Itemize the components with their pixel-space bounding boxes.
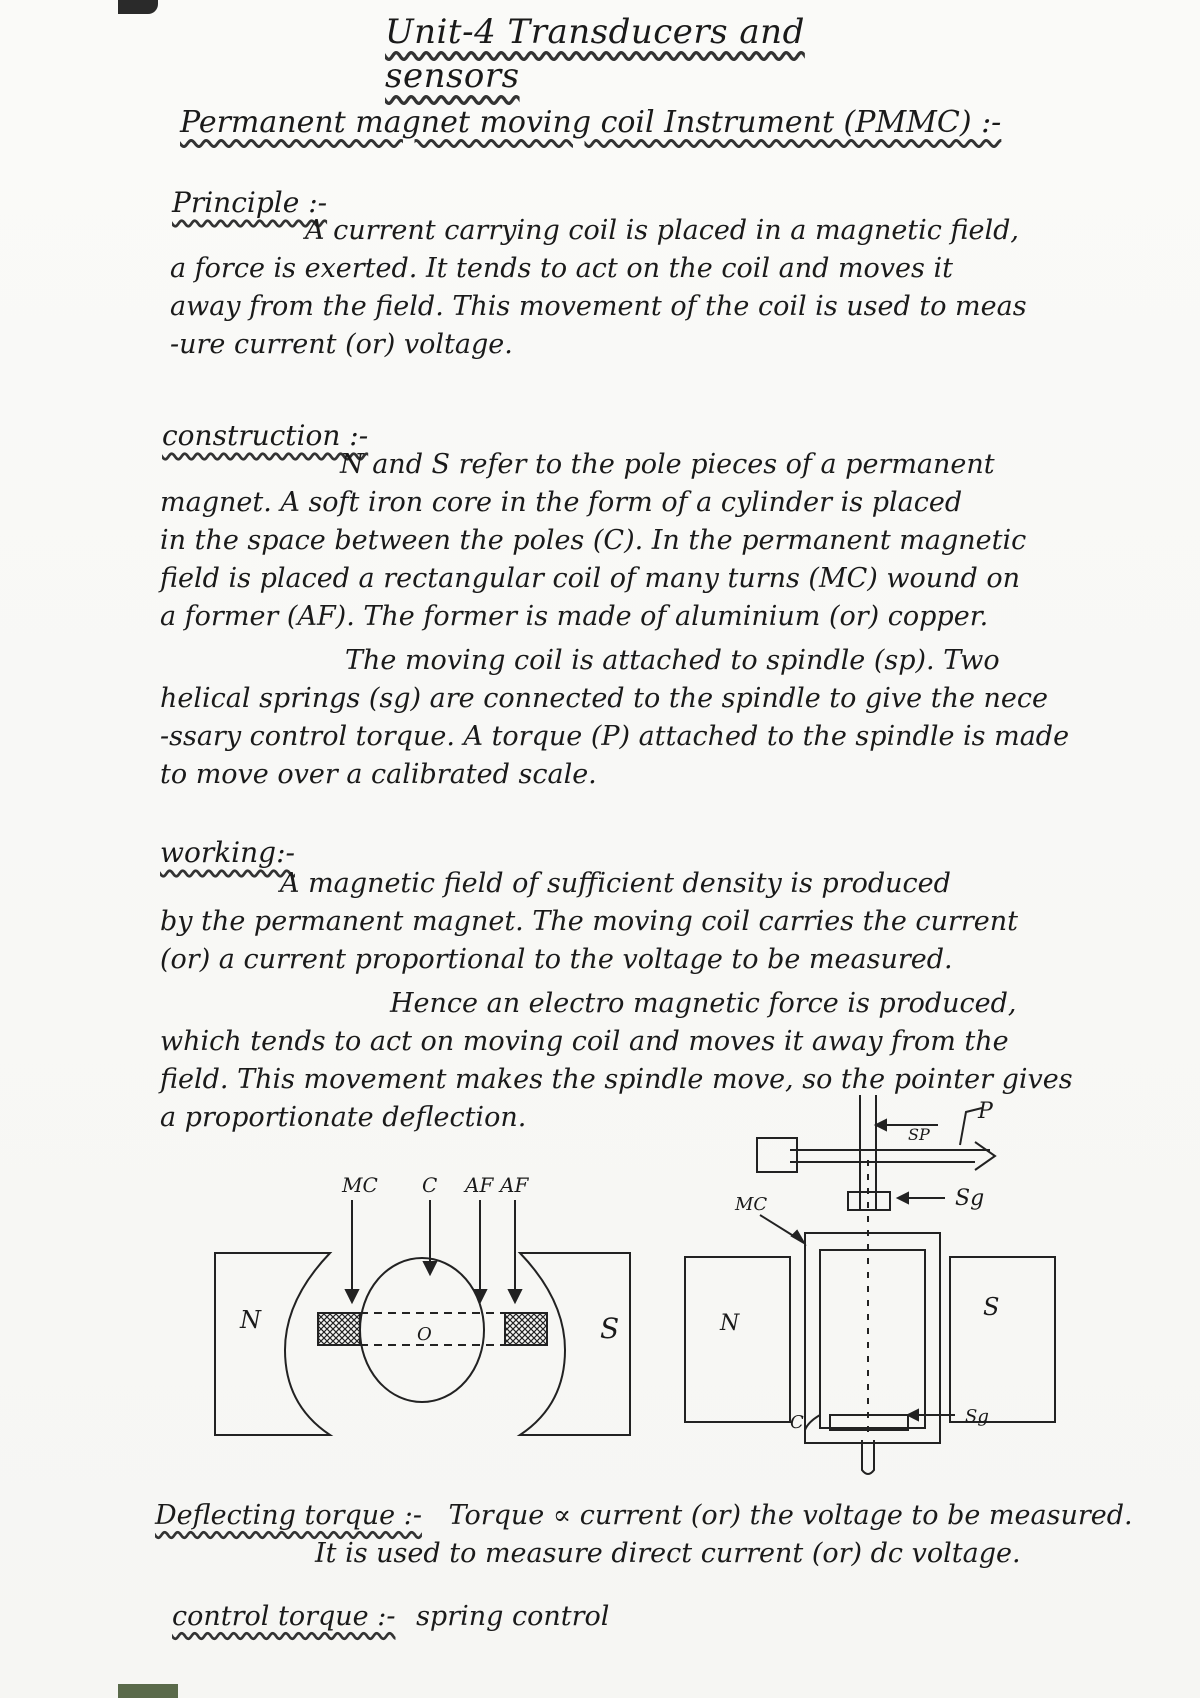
deflecting-label: Deflecting torque :- bbox=[155, 1500, 422, 1531]
construction-heading: construction :- bbox=[162, 419, 369, 452]
south-magnet bbox=[950, 1257, 1055, 1422]
construction-line: to move over a calibrated scale. bbox=[160, 759, 597, 790]
north-magnet bbox=[685, 1257, 790, 1422]
construction-line: magnet. A soft iron core in the form of a cylinder is placed bbox=[160, 487, 963, 518]
north-pole-piece bbox=[215, 1253, 330, 1435]
working-line: which tends to act on moving coil and moves it away from the bbox=[160, 1026, 1009, 1057]
pointer-tip bbox=[975, 1142, 995, 1170]
front-view-diagram bbox=[685, 1095, 1055, 1474]
working-line: (or) a current proportional to the voltage to be measured. bbox=[160, 944, 953, 975]
working-line: Hence an electro magnetic force is produced, bbox=[390, 988, 1017, 1019]
label-c-left: C bbox=[422, 1173, 438, 1197]
label-core-left: O bbox=[417, 1324, 432, 1345]
principle-line: a force is exerted. It tends to act on the coil and moves it bbox=[170, 253, 953, 284]
moving-coil-inner bbox=[820, 1250, 925, 1428]
label-c-right: C bbox=[790, 1412, 804, 1433]
working-line: by the permanent magnet. The moving coil carries the current bbox=[160, 906, 1018, 937]
construction-line: The moving coil is attached to spindle (sp). Two bbox=[345, 645, 1000, 676]
label-af-1: AF bbox=[465, 1173, 494, 1197]
principle-heading: Principle :- bbox=[172, 186, 328, 219]
counter-weight bbox=[757, 1138, 797, 1172]
working-line: field. This movement makes the spindle move, so the pointer gives bbox=[160, 1064, 1073, 1095]
label-mc-left: MC bbox=[342, 1173, 378, 1197]
principle-line: away from the field. This movement of the coil is used to meas bbox=[170, 291, 1027, 322]
coil-side-right bbox=[505, 1313, 547, 1345]
label-p: P bbox=[978, 1099, 993, 1124]
construction-line: -ssary control torque. A torque (P) attached to the spindle is made bbox=[160, 721, 1070, 752]
page-title: Unit-4 Transducers and sensors bbox=[385, 12, 805, 96]
construction-line: in the space between the poles (C). In the permanent magnetic bbox=[160, 525, 1027, 556]
construction-line: N and S refer to the pole pieces of a permanent bbox=[340, 449, 995, 480]
label-sg-top: Sg bbox=[955, 1186, 985, 1211]
control-torque bbox=[172, 1598, 609, 1636]
label-mc-right: MC bbox=[735, 1194, 768, 1215]
control-label: control torque :- bbox=[172, 1601, 396, 1632]
section-title: Permanent magnet moving coil Instrument (PMMC) :- bbox=[180, 105, 1002, 140]
label-n-right: N bbox=[720, 1311, 740, 1336]
construction-line: a former (AF). The former is made of aluminium (or) copper. bbox=[160, 601, 989, 632]
label-af-2: AF bbox=[500, 1173, 529, 1197]
label-sp: SP bbox=[908, 1125, 930, 1144]
coil-side-left bbox=[318, 1313, 360, 1345]
working-heading: working:- bbox=[160, 836, 295, 869]
label-s-right: S bbox=[983, 1293, 1000, 1321]
deflecting-torque bbox=[155, 1497, 1133, 1573]
construction-line: field is placed a rectangular coil of many turns (MC) wound on bbox=[160, 563, 1021, 594]
label-sg-bottom: Sg bbox=[965, 1406, 989, 1427]
moving-coil-outer bbox=[805, 1233, 940, 1443]
principle-line: A current carrying coil is placed in a magnetic field, bbox=[305, 215, 1019, 246]
principle-line: -ure current (or) voltage. bbox=[170, 329, 513, 360]
control-text: spring control bbox=[416, 1601, 610, 1632]
construction-line: helical springs (sg) are connected to the spindle to give the nece bbox=[160, 683, 1048, 714]
label-n-left: N bbox=[240, 1306, 261, 1334]
working-line: a proportionate deflection. bbox=[160, 1102, 527, 1133]
deflecting-line-2: It is used to measure direct current (or) dc voltage. bbox=[315, 1538, 1021, 1569]
cross-section-diagram bbox=[215, 1200, 630, 1435]
label-s-left: S bbox=[600, 1312, 620, 1345]
deflecting-line-1: Torque ∝ current (or) the voltage to be measured. bbox=[448, 1500, 1133, 1531]
working-line: A magnetic field of sufficient density is produced bbox=[280, 868, 951, 899]
